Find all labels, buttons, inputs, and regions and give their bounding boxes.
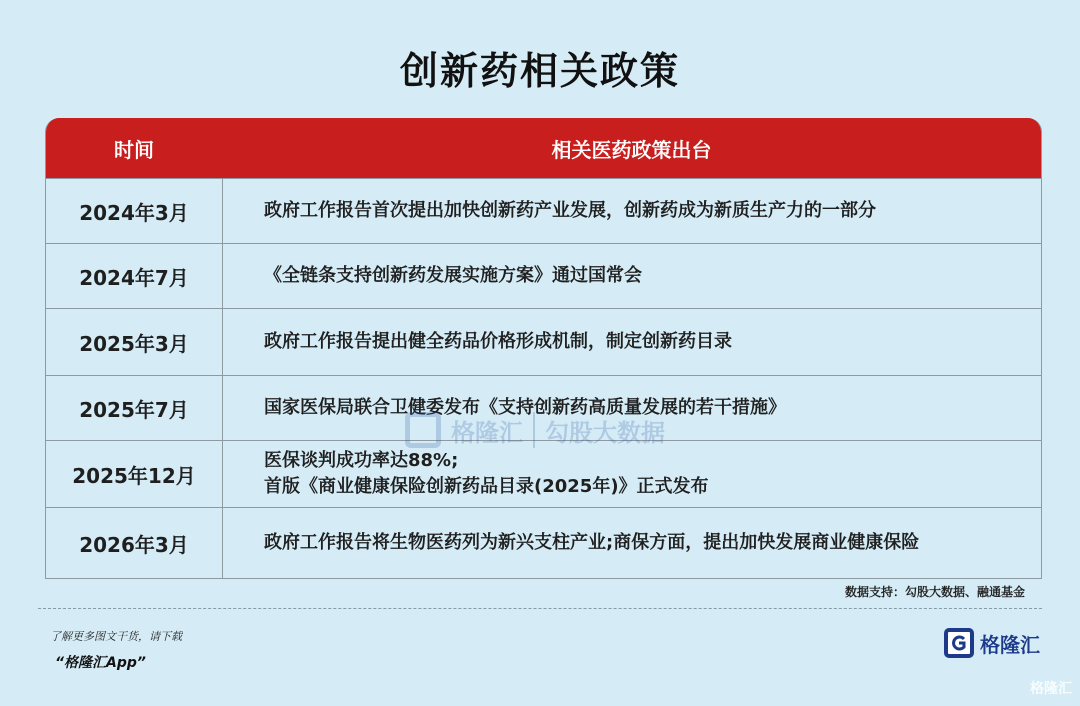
logo-text: 格隆汇 [980,632,1040,657]
download-hint: 了解更多图文干货，请下载 [50,630,182,643]
table-row [46,308,1041,375]
table-header [46,118,1041,178]
watermark-brand: 格隆汇 [451,418,523,447]
dashed-divider [38,608,1042,609]
header-policy: 相关医药政策出台 [551,137,712,162]
policy-line: 《全链条支持创新药发展实施方案》通过国常会 [264,265,642,286]
row-policy [223,309,1041,375]
header-time: 时间 [114,137,154,162]
policy-line: 政府工作报告将生物医药列为新兴支柱产业;商保方面，提出加快发展商业健康保险 [264,532,920,553]
row-policy [223,244,1041,308]
row-policy [223,508,1041,578]
data-source: 数据支持：勾股大数据、融通基金 [844,585,1025,599]
table-row [46,440,1041,507]
row-time: 2024年7月 [46,244,223,308]
page-title: 创新药相关政策 [399,49,680,93]
corner-watermark: 格隆汇 [1030,681,1072,697]
policy-line: 医保谈判成功率达88%; [264,450,459,471]
row-time: 2025年3月 [46,309,223,375]
policy-line: 政府工作报告首次提出加快创新药产业发展，创新药成为新质生产力的一部分 [264,200,876,221]
table-row [46,507,1041,578]
policy-table [45,118,1042,579]
logo-g-icon [944,628,974,658]
row-policy [223,376,1041,440]
row-time: 2025年7月 [46,376,223,440]
row-time: 2024年3月 [46,179,223,243]
row-time: 2026年3月 [46,508,223,578]
row-time: 2025年12月 [46,441,223,507]
policy-line: 国家医保局联合卫健委发布《支持创新药高质量发展的若干措施》 [264,397,786,418]
table-row [46,375,1041,440]
brand-logo [944,628,1040,658]
policy-line: 政府工作报告提出健全药品价格形成机制，制定创新药目录 [264,331,732,352]
table-row [46,178,1041,243]
table-row [46,243,1041,308]
app-name: “格隆汇App” [55,655,146,671]
watermark-partner: 勾股大数据 [545,418,665,447]
row-policy [223,441,1041,507]
policy-line: 首版《商业健康保险创新药品目录(2025年)》正式发布 [264,476,709,497]
row-policy [223,179,1041,243]
